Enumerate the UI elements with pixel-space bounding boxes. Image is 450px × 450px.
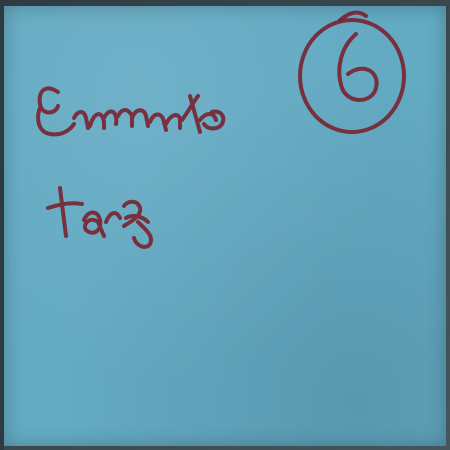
handwritten-word-2 bbox=[48, 188, 151, 247]
circled-number-glyph bbox=[339, 34, 376, 100]
handwritten-text bbox=[40, 90, 47, 91]
circled-number bbox=[330, 60, 331, 61]
handwritten-word-1 bbox=[38, 88, 223, 134]
